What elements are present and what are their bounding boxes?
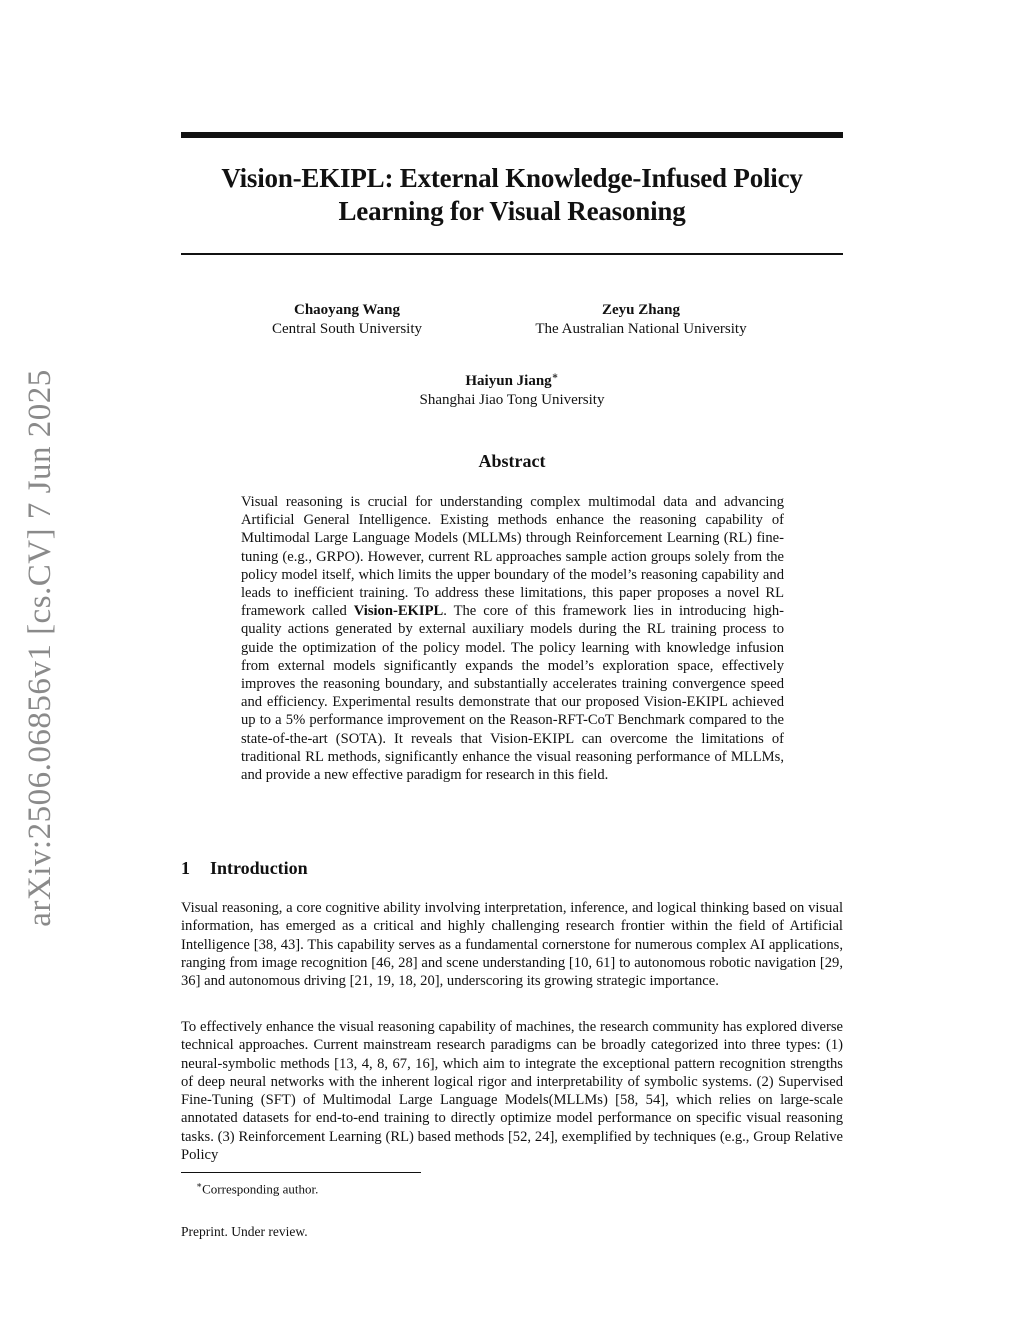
author-name: Chaoyang Wang — [293, 302, 400, 318]
paper-title-line-2: Learning for Visual Reasoning — [338, 196, 686, 226]
title-bottom-rule — [181, 253, 843, 255]
section-heading — [181, 857, 308, 879]
abstract-body — [241, 493, 784, 784]
author-affiliation: The Australian National University — [535, 321, 747, 337]
paper-title — [181, 162, 843, 228]
abstract-text-end: . The core of this framework lies in introducing high-quality actions generated by external auxiliary models during the RL training process to guide the optimization of the policy model. The policy learning with knowledge infusion from external models significantly expands the model’s exploration space, effectively improves the reasoning boundary, and substantially accelerates training convergence speed and efficiency. Experimental results demonstrate that our proposed Vision-EKIPL achieved up to a 5% performance improvement on the Reason-RFT-CoT Benchmark compared to the state-of-the-art (SOTA). It reveals that Vision-EKIPL can overcome the limitations of traditional RL methods, significantly enhance the visual reasoning performance of MLLMs, and provide a new effective paradigm for research in this field. — [241, 603, 784, 784]
abstract-heading: Abstract — [478, 451, 546, 471]
body-paragraph: To effectively enhance the visual reasoning capability of machines, the research community has explored diverse technical approaches. Current mainstream research paradigms can be broadly categorized into three types: (1) neural-symbolic methods [13, 4, 8, 67, 16], which aim to integrate the exceptional pattern recognition strengths of deep neural networks with the inherent logical rigor and interpretability of symbolic systems. (2) Supervised Fine-Tuning (SFT) of Multimodal Large Language Models(MLLMs) [58, 54], which relies on large-scale annotated datasets for end-to-end training to directly optimize model performance on specific visual reasoning tasks. (3) Reinforcement Learning (RL) based methods [52, 24], exemplified by techniques (e.g., Group Relative Policy — [181, 1019, 843, 1164]
corresponding-author-marker: ∗ — [551, 371, 559, 382]
author-affiliation: Central South University — [272, 321, 422, 337]
title-top-rule — [181, 132, 843, 138]
author-name: Haiyun Jiang — [465, 373, 552, 389]
framework-name: Vision-EKIPL — [353, 603, 444, 620]
section-title: Introduction — [210, 858, 308, 878]
paper-title-line-1: Vision-EKIPL: External Knowledge-Infused Policy — [221, 163, 803, 193]
author-name-line — [362, 367, 662, 391]
preprint-notice: Preprint. Under review. — [181, 1224, 308, 1239]
author-name: Zeyu Zhang — [602, 302, 680, 318]
author-block — [222, 301, 472, 339]
footnote-text: Corresponding author. — [202, 1181, 319, 1197]
author-block — [516, 301, 766, 339]
footnote-rule — [181, 1172, 421, 1173]
author-affiliation: Shanghai Jiao Tong University — [419, 392, 605, 408]
abstract-text-start: Visual reasoning is crucial for understanding complex multimodal data and advancing Artificial General Intelligence. Existing methods enhance the reasoning capability of Multimodal Large Language Models (MLLMs) through Reinforcement Learning (RL) fine-tuning (e.g., GRPO). However, current RL approaches sample action groups solely from the policy model itself, which limits the upper boundary of the model’s reasoning capability and leads to inefficient training. To address these limitations, this paper proposes a novel RL framework called — [241, 494, 784, 620]
body-paragraph: Visual reasoning, a core cognitive ability involving interpretation, inference, and logical thinking based on visual information, has emerged as a critical and highly challenging research frontier within the field of Artificial Intelligence [38, 43]. This capability serves as a fundamental cornerstone for numerous complex AI applications, ranging from image recognition [46, 28] and scene understanding [10, 61] to autonomous robotic navigation [29, 36] and autonomous driving [21, 19, 18, 20], underscoring its growing strategic importance. — [181, 900, 843, 990]
arxiv-identifier-text: arXiv:2506.06856v1 [cs.CV] 7 Jun 2025 — [22, 369, 58, 927]
footnote-marker: ∗ — [196, 1180, 203, 1190]
author-block — [362, 367, 662, 410]
section-number: 1 — [181, 858, 190, 878]
footnote — [196, 1177, 318, 1197]
